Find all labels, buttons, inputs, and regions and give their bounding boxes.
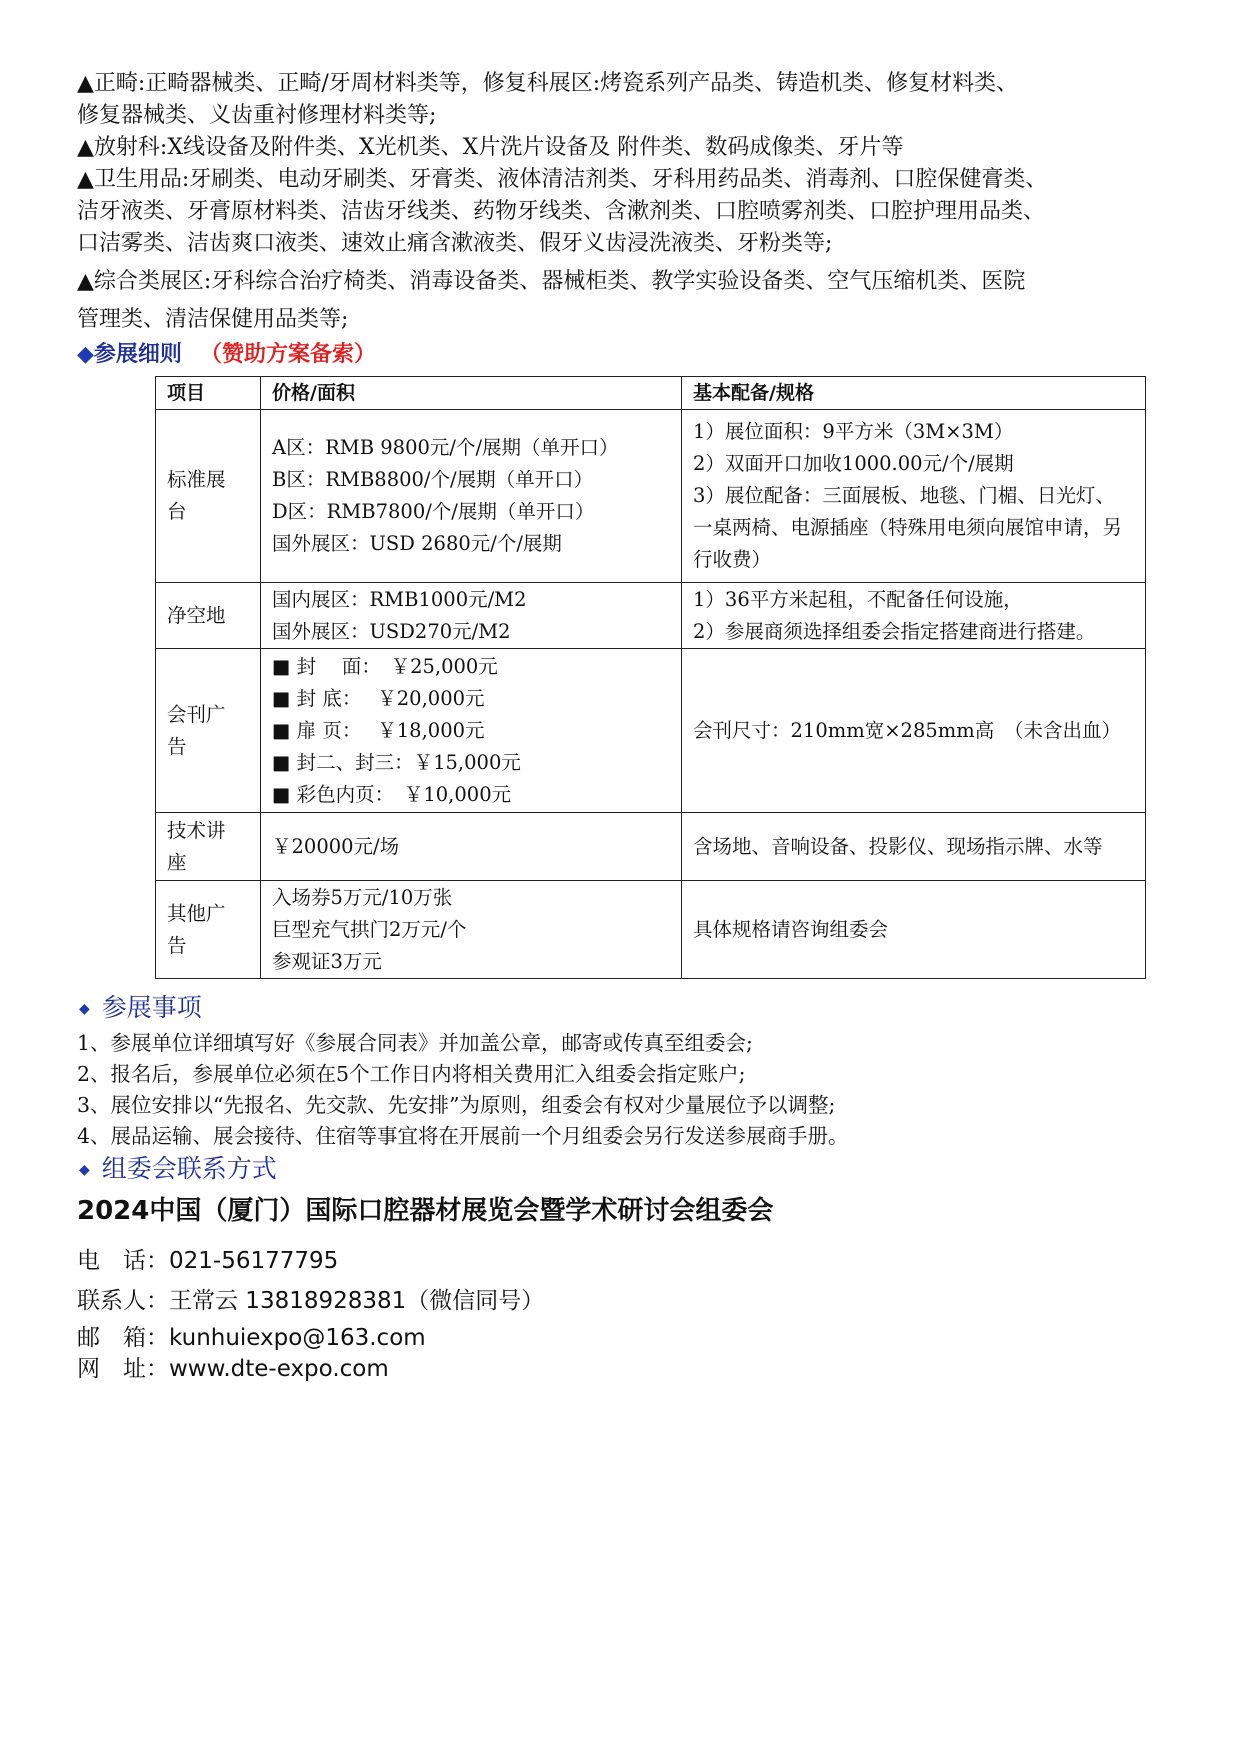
email-label: 邮 箱： xyxy=(77,1325,169,1351)
price-cell xyxy=(261,881,682,979)
item-cell xyxy=(156,881,261,979)
price-text: A区：RMB 9800元/个/展期（单开口） xyxy=(272,436,619,459)
list-item: 3、展位安排以“先报名、先交款、先安排”为原则，组委会有权对少量展位予以调整; xyxy=(77,1093,836,1117)
price-cell xyxy=(261,583,682,649)
price-text: 国外展区：USD270元/M2 xyxy=(272,619,511,643)
pricing-table xyxy=(155,376,1146,979)
item-cell xyxy=(156,583,261,649)
price-text: D区：RMB7800/个/展期（单开口） xyxy=(272,500,595,523)
price-text: 国内展区：RMB1000元/M2 xyxy=(272,587,527,611)
table-row-raw-space xyxy=(156,583,1146,649)
list-item: 4、展品运输、展会接待、住宿等事宜将在开展前一个月组委会另行发送参展商手册。 xyxy=(77,1124,849,1148)
notes-title: 参展事项 xyxy=(101,993,202,1022)
price-cell xyxy=(261,649,682,813)
phone-value: 021-56177795 xyxy=(169,1248,339,1274)
item-cell xyxy=(156,410,261,583)
phone-label: 电 话： xyxy=(77,1248,169,1274)
email-link[interactable]: kunhuiexpo@163.com xyxy=(169,1325,426,1351)
contact-title: 组委会联系方式 xyxy=(101,1154,277,1183)
item-text: 会刊广 xyxy=(167,702,226,726)
header-price: 价格/面积 xyxy=(261,377,682,410)
spec-cell xyxy=(682,813,1146,881)
spec-text: 1）展位面积：9平方米（3M×3M） xyxy=(693,420,1014,443)
price-text: ■ 扉 页： ￥18,000元 xyxy=(272,718,485,742)
item-text: 台 xyxy=(167,500,187,523)
price-text: ￥20000元/场 xyxy=(272,834,400,858)
website-label: 网 址： xyxy=(77,1356,169,1382)
price-text: ■ 彩色内页： ￥10,000元 xyxy=(272,782,512,806)
spec-text: 会刊尺寸：210mm宽×285mm高 （未含出血） xyxy=(693,718,1121,742)
spec-text: 具体规格请咨询组委会 xyxy=(693,917,889,941)
table-row-tech-lecture xyxy=(156,813,1146,881)
category-line: ▲放射科:X线设备及附件类、X光机类、X片洗片设备及 附件类、数码成像类、牙片等 xyxy=(77,135,904,160)
rules-heading xyxy=(77,340,1172,370)
rules-title: 参展细则 xyxy=(93,342,182,367)
table-header-row xyxy=(156,377,1146,410)
diamond-bullet-icon: ◆ xyxy=(79,1162,90,1178)
page xyxy=(77,68,1172,1383)
diamond-bullet-icon: ◆ xyxy=(79,1001,90,1017)
spec-cell xyxy=(682,881,1146,979)
contact-person-line xyxy=(77,1281,1172,1321)
contact-label: 联系人： xyxy=(77,1288,169,1314)
website-line xyxy=(77,1355,1172,1383)
item-text: 技术讲 xyxy=(167,818,226,842)
category-line: 管理类、清洁保健用品类等; xyxy=(77,307,349,332)
organizer-name: 2024中国（厦门）国际口腔器材展览会暨学术研讨会组委会 xyxy=(77,1196,774,1226)
price-cell xyxy=(261,813,682,881)
item-text: 净空地 xyxy=(167,603,226,627)
contact-heading xyxy=(77,1152,1172,1187)
item-text: 座 xyxy=(167,850,187,874)
spec-text: 3）展位配备：三面展板、地毯、门楣、日光灯、一桌两椅、电源插座（特殊用电须向展馆申请，另行收费） xyxy=(693,484,1123,571)
price-text: 入场券5万元/10万张 xyxy=(272,885,453,909)
price-text: B区：RMB8800/个/展期（单开口） xyxy=(272,468,594,491)
notes-list xyxy=(77,1028,1172,1152)
list-item: 2、报名后，参展单位必须在5个工作日内将相关费用汇入组委会指定账户; xyxy=(77,1062,746,1086)
header-spec: 基本配备/规格 xyxy=(682,377,1146,410)
spec-cell xyxy=(682,583,1146,649)
category-line: 修复器械类、义齿重衬修理材料类等; xyxy=(77,103,437,128)
diamond-icon: ◆ xyxy=(77,342,94,367)
category-line: ▲正畸:正畸器械类、正畸/牙周材料类等，修复科展区:烤瓷系列产品类、铸造机类、修复材料类、 xyxy=(77,71,1019,96)
price-text: 国外展区：USD 2680元/个/展期 xyxy=(272,532,562,555)
price-text: ■ 封 面： ￥25,000元 xyxy=(272,654,498,678)
item-text: 告 xyxy=(167,933,187,957)
category-line: 口洁雾类、洁齿爽口液类、速效止痛含漱液类、假牙义齿浸洗液类、牙粉类等; xyxy=(77,231,833,256)
item-text: 标准展 xyxy=(167,468,226,491)
email-line xyxy=(77,1321,1172,1355)
spec-text: 2）参展商须选择组委会指定搭建商进行搭建。 xyxy=(693,619,1096,643)
price-cell xyxy=(261,410,682,583)
spec-text: 2）双面开口加收1000.00元/个/展期 xyxy=(693,452,1014,475)
sponsorship-note: （赞助方案备索） xyxy=(199,342,376,367)
item-text: 告 xyxy=(167,734,187,758)
exhibit-categories xyxy=(77,68,1172,336)
category-line: ▲卫生用品:牙刷类、电动牙刷类、牙膏类、液体清洁剂类、牙科用药品类、消毒剂、口腔保健膏类、 xyxy=(77,167,1048,192)
spec-cell xyxy=(682,410,1146,583)
header-item: 项目 xyxy=(156,377,261,410)
category-line: ▲综合类展区:牙科综合治疗椅类、消毒设备类、器械柜类、教学实验设备类、空气压缩机类、医院 xyxy=(77,269,1026,294)
spec-cell xyxy=(682,649,1146,813)
category-line: 洁牙液类、牙膏原材料类、洁齿牙线类、药物牙线类、含漱剂类、口腔喷雾剂类、口腔护理用品类、 xyxy=(77,199,1046,224)
price-text: 巨型充气拱门2万元/个 xyxy=(272,917,467,941)
list-item: 1、参展单位详细填写好《参展合同表》并加盖公章，邮寄或传真至组委会; xyxy=(77,1031,753,1055)
website-link[interactable]: www.dte-expo.com xyxy=(169,1356,389,1382)
price-text: 参观证3万元 xyxy=(272,949,382,973)
spec-text: 1）36平方米起租，不配备任何设施， xyxy=(693,587,1023,611)
item-cell xyxy=(156,813,261,881)
contact-value: 王常云 13818928381（微信同号） xyxy=(169,1288,545,1314)
item-text: 其他广 xyxy=(167,901,226,925)
spec-text: 含场地、音响设备、投影仪、现场指示牌、水等 xyxy=(693,834,1103,858)
table-row-other-ads xyxy=(156,881,1146,979)
table-row-catalog-ads xyxy=(156,649,1146,813)
item-cell xyxy=(156,649,261,813)
notes-heading xyxy=(77,991,1172,1026)
table-row-standard-booth xyxy=(156,410,1146,583)
price-text: ■ 封 底： ￥20,000元 xyxy=(272,686,485,710)
price-text: ■ 封二、封三：￥15,000元 xyxy=(272,750,521,774)
phone-line xyxy=(77,1241,1172,1281)
